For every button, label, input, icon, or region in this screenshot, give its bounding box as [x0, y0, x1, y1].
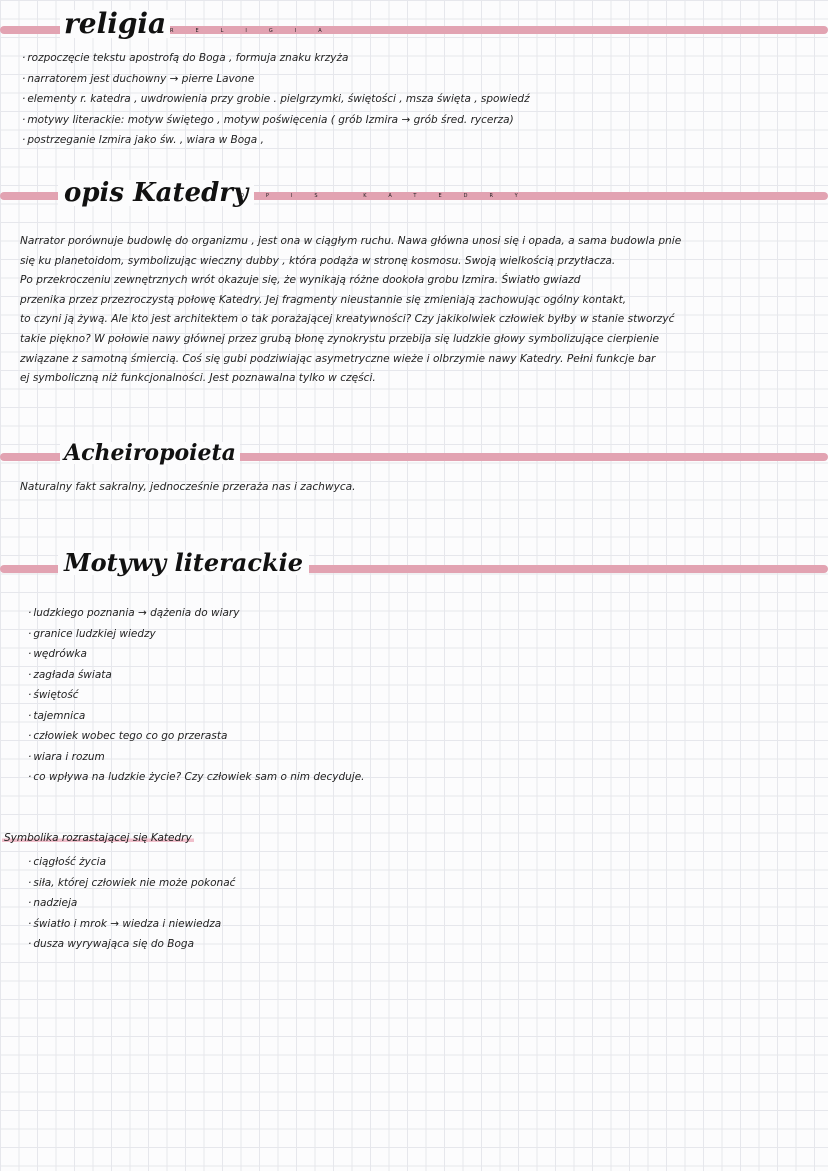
section-title: opis Katedry — [58, 180, 254, 206]
list-item: · narratorem jest duchowny → pierre Lavone — [22, 69, 530, 90]
paragraph-line: takie piękno? W połowie nawy głównej przez grubą błonę zynokrystu przebija się ludzkie głowy symbolizujące cierpienie — [20, 332, 660, 345]
list-item: · świętość — [28, 685, 365, 706]
paragraph-line: przenika przez przezroczystą połowę Katedry. Jej fragmenty nieustannie się zmieniają zachowując ogólny kontakt, — [20, 293, 627, 306]
section-title: religia — [60, 10, 170, 38]
section-title: Acheiropoieta — [60, 442, 240, 464]
acheiropoieta-text: Naturalny fakt sakralny, jednocześnie przeraża nas i zachwyca. — [20, 481, 356, 493]
list-item: · postrzeganie Izmira jako św. , wiara w Boga , — [22, 130, 530, 151]
list-item: · wędrówka — [28, 644, 365, 665]
opis-paragraph — [20, 232, 681, 389]
section-religia — [0, 0, 828, 170]
list-item: · siła, której człowiek nie może pokonać — [28, 873, 235, 894]
list-item: · ciągłość życia — [28, 852, 235, 873]
list-item: · co wpływa na ludzkie życie? Czy człowiek sam o nim decyduje. — [28, 767, 365, 788]
list-item: · rozpoczęcie tekstu apostrofą do Boga , formuja znaku krzyża — [22, 48, 530, 69]
religia-list — [22, 48, 530, 151]
list-item: · granice ludzkiej wiedzy — [28, 624, 365, 645]
list-item: · nadzieja — [28, 893, 235, 914]
spaced-title: RELIGIA — [170, 28, 344, 34]
list-item: · tajemnica — [28, 706, 365, 727]
section-symbolika — [0, 828, 828, 968]
spaced-title: OPIS KATEDRY — [240, 193, 540, 199]
list-item: · ludzkiego poznania → dążenia do wiary — [28, 603, 365, 624]
section-acheiropoieta — [0, 432, 828, 512]
paragraph-line: się ku planetoidom, symbolizując wieczny dubby , która podąża w stronę kosmosu. Swoją wielkością przytłacza. — [20, 254, 616, 267]
list-item: · światło i mrok → wiedza i niewiedza — [28, 914, 235, 935]
list-item: · zagłada świata — [28, 665, 365, 686]
header-bar-right — [262, 565, 828, 573]
section-opis — [0, 170, 828, 410]
header-bar-right — [212, 453, 828, 461]
symbolika-list — [28, 852, 235, 955]
section-motywy — [0, 545, 828, 805]
motywy-list — [28, 603, 365, 788]
paragraph-line: Po przekroczeniu zewnętrznych wrót okazuje się, że wynikają różne dookoła grobu Izmira. Światło gwiazd — [20, 274, 581, 287]
paragraph-line: ej symboliczną niż funkcjonalności. Jest poznawalna tylko w części. — [20, 372, 376, 385]
list-item: · człowiek wobec tego co go przerasta — [28, 726, 365, 747]
list-item: · dusza wyrywająca się do Boga — [28, 934, 235, 955]
section-title: Symbolika rozrastającej się Katedry — [4, 832, 192, 844]
list-item: · elementy r. katedra , uwdrowienia przy grobie . pielgrzymki, świętości , msza święta , spowiedź — [22, 89, 530, 110]
list-item: · motywy literackie: motyw świętego , motyw poświęcenia ( grób Izmira → grób śred. rycerza) — [22, 110, 530, 131]
paragraph-line: związane z samotną śmiercią. Coś się gubi podziwiając asymetryczne wieże i olbrzymie nawy Katedry. Pełni funkcje bar — [20, 352, 656, 365]
paragraph-line: to czyni ją żywą. Ale kto jest architektem o tak porażającej kreatywności? Czy jakikolwiek człowiek byłby w stanie stworzyć — [20, 313, 675, 326]
paragraph-line: Narrator porównuje budowlę do organizmu , jest ona w ciągłym ruchu. Nawa główna unosi się i opada, a sama budowla pnie — [20, 235, 682, 247]
list-item: · wiara i rozum — [28, 747, 365, 768]
section-title: Motywy literackie — [58, 551, 309, 575]
